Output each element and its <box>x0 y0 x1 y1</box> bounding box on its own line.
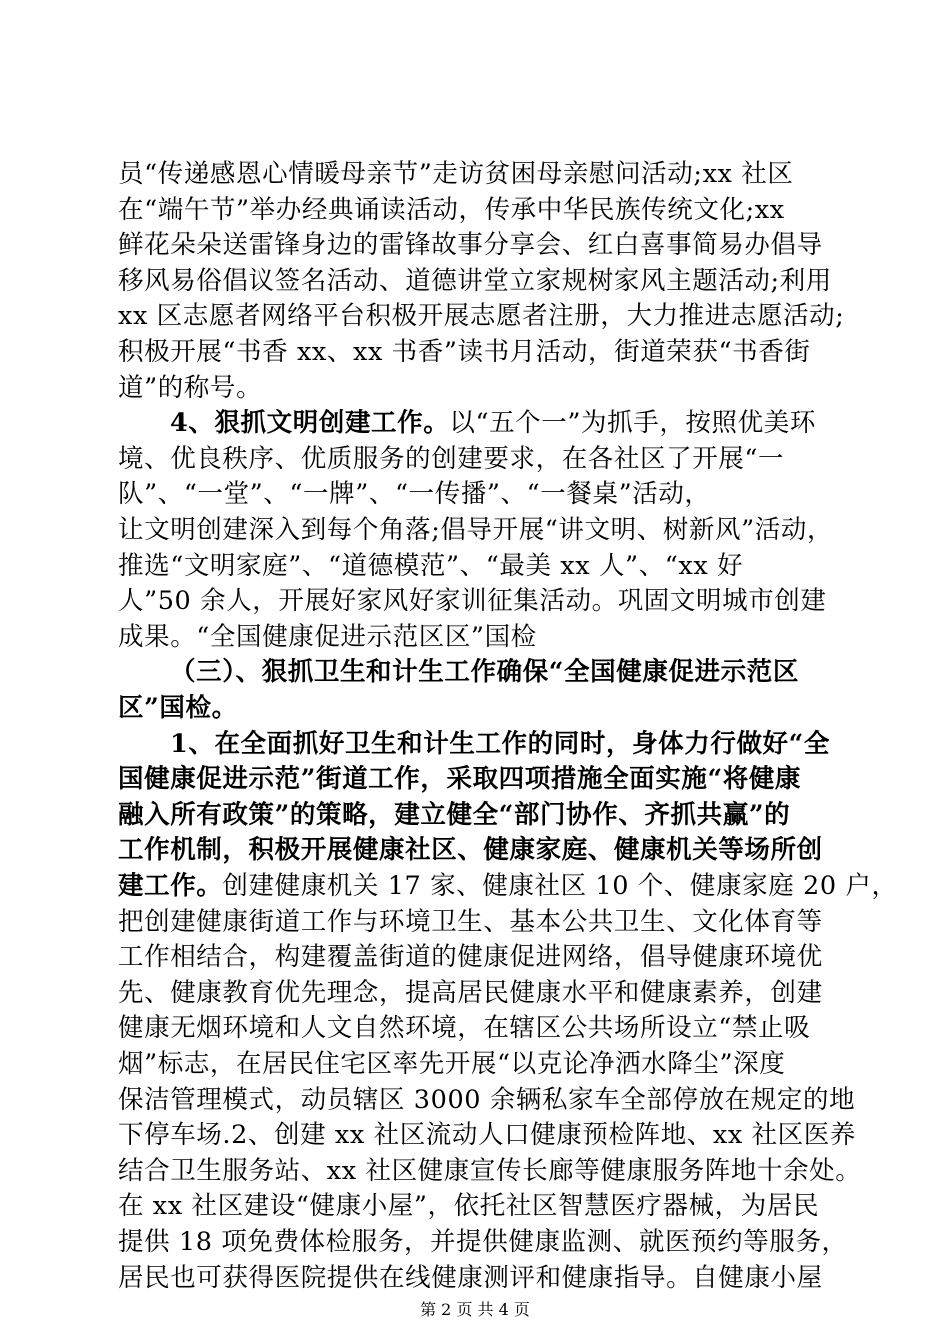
text-line: 推选“文明家庭”、“道德模范”、“最美 xx 人”、“xx 好 <box>118 550 744 581</box>
text-line: xx 区志愿者网络平台积极开展志愿者注册，大力推进志愿活动; <box>118 301 845 332</box>
text-line: 区”国检。 <box>118 693 238 723</box>
text-line: 国健康促进示范”街道工作，采取四项措施全面实施“将健康 <box>118 764 802 795</box>
text-line: 在“端午节”举办经典诵读活动，传承中华民族传统文化;xx <box>118 194 785 225</box>
text-line: 移风易俗倡议签名活动、道德讲堂立家规树家风主题活动;利用 <box>118 265 832 296</box>
text-line: 结合卫生服务站、xx 社区健康宣传长廊等健康服务阵地十余处。 <box>118 1155 862 1186</box>
text-line: 道”的称号。 <box>118 372 263 403</box>
bold-text-run: 建工作。 <box>118 871 223 901</box>
text-line: 积极开展“书香 xx、xx 书香”读书月活动，街道荣获“书香街 <box>118 337 811 367</box>
text-line: 人”50 余人，开展好家风好家训征集活动。巩固文明城市创建 <box>118 586 827 617</box>
text-line: 烟”标志，在居民住宅区率先开展“以克论净洒水降尘”深度 <box>118 1049 786 1079</box>
text-line: 先、健康教育优先理念，提高居民健康水平和健康素养，创建 <box>118 977 823 1008</box>
text-line: 在 xx 社区建设“健康小屋”，依托社区智慧医疗器械，为居民 <box>118 1191 820 1222</box>
text-line <box>118 868 898 904</box>
text-line: 成果。“全国健康促进示范区区”国检 <box>118 621 537 652</box>
text-line <box>118 405 890 441</box>
text-line: 境、优良秩序、优质服务的创建要求，在各社区了开展“一 <box>118 443 785 474</box>
text-line: 工作相结合，构建覆盖街道的健康促进网络，倡导健康环境优 <box>118 942 823 973</box>
text-line: 1、在全面抓好卫生和计生工作的同时，身体力行做好“全 <box>170 728 831 759</box>
text-line: 队”、“一堂”、“一牌”、“一传播”、“一餐桌”活动， <box>118 479 711 510</box>
text-run: 以“五个一”为抓手，按照优美环 <box>449 408 816 439</box>
text-line: 工作机制，积极开展健康社区、健康家庭、健康机关等场所创 <box>118 835 823 866</box>
text-line: 下停车场.2、创建 xx 社区流动人口健康预检阵地、xx 社区医养 <box>118 1120 856 1151</box>
text-line: 居民也可获得医院提供在线健康测评和健康指导。自健康小屋 <box>118 1262 823 1293</box>
text-line: 员“传递感恩心情暖母亲节”走访贫困母亲慰问活动;xx 社区 <box>118 159 794 189</box>
text-line: 融入所有政策”的策略，建立健全“部门协作、齐抓共赢”的 <box>118 799 791 830</box>
text-line: 保洁管理模式，动员辖区 3000 余辆私家车全部停放在规定的地 <box>118 1084 856 1115</box>
bold-text-run: 4、狠抓文明创建工作。 <box>170 408 450 439</box>
text-run: 创建健康机关 17 家、健康社区 10 个、健康家庭 20 户， <box>222 871 898 901</box>
text-line: 把创建健康街道工作与环境卫生、基本公共卫生、文化体育等 <box>118 906 823 937</box>
text-line: 健康无烟环境和人文自然环境，在辖区公共场所设立“禁止吸 <box>118 1013 811 1044</box>
text-line: 鲜花朵朵送雷锋身边的雷锋故事分享会、红白喜事简易办倡导 <box>118 230 823 261</box>
page-footer: 第 2 页 共 4 页 <box>420 1300 530 1319</box>
text-line: （三）、狠抓卫生和计生工作确保“全国健康促进示范区 <box>170 657 799 688</box>
text-line: 提供 18 项免费体检服务，并提供健康监测、就医预约等服务， <box>118 1227 848 1257</box>
text-line: 让文明创建深入到每个角落;倡导开展“讲文明、树新风”活动， <box>118 515 834 545</box>
